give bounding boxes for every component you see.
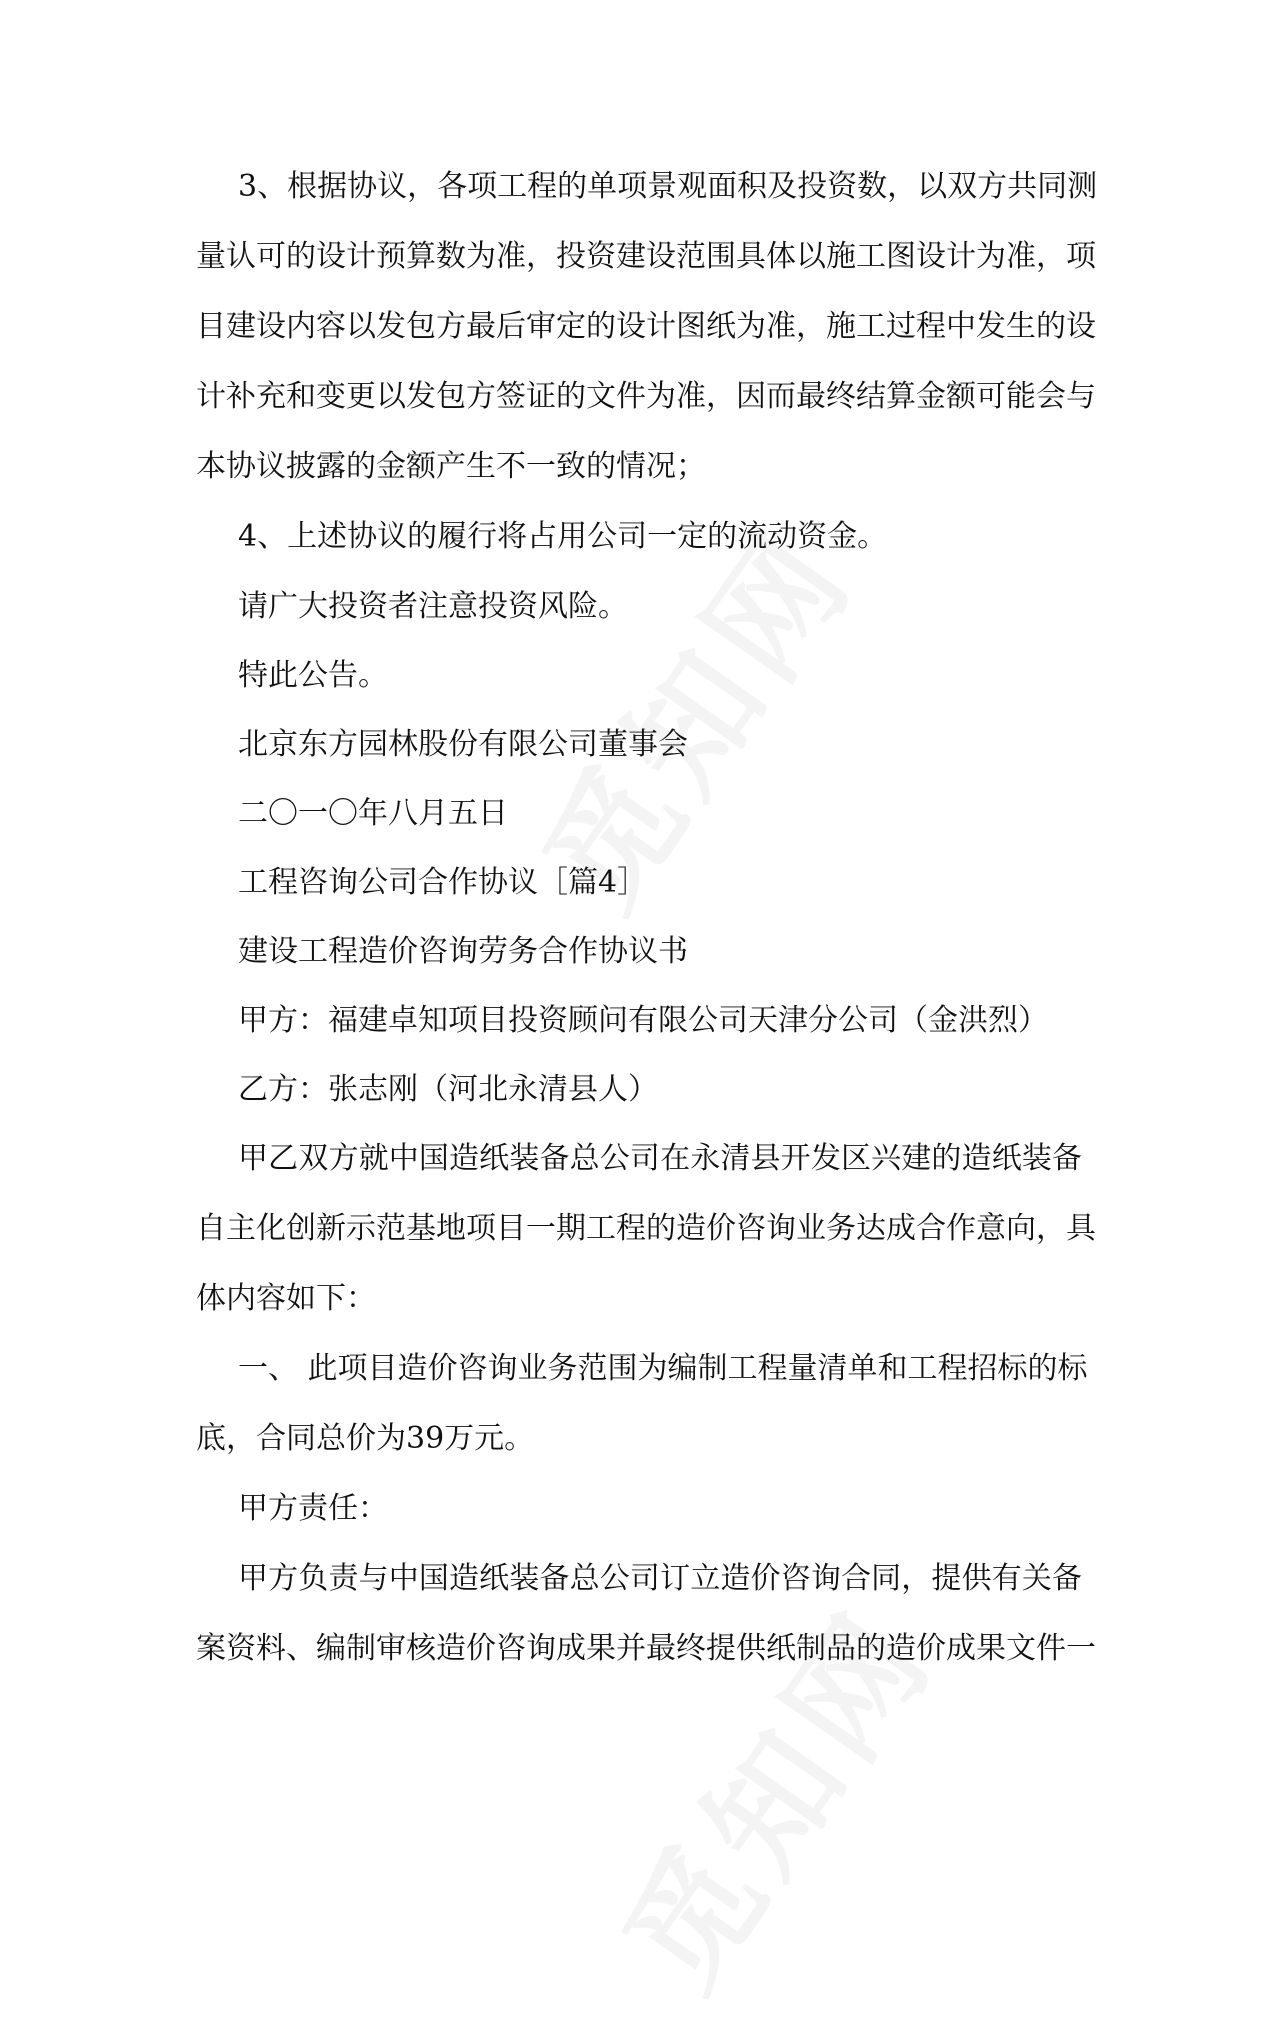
paragraph-line: 计补充和变更以发包方签证的文件为准，因而最终结算金额可能会与 — [196, 379, 1096, 414]
paragraph-line: 目建设内容以发包方最后审定的设计图纸为准，施工过程中发生的设 — [196, 309, 1096, 344]
paragraph-line: 案资料、编制审核造价咨询成果并最终提供纸制品的造价成果文件一 — [196, 1631, 1096, 1666]
paragraph-line: 3、根据协议，各项工程的单项景观面积及投资数，以双方共同测 — [238, 169, 1098, 204]
party-a: 甲方：福建卓知项目投资顾问有限公司天津分公司（金洪烈） — [238, 1003, 1048, 1038]
paragraph-line: 本协议披露的金额产生不一致的情况； — [196, 449, 706, 484]
paragraph-line: 体内容如下： — [196, 1281, 376, 1316]
paragraph-line: 甲乙双方就中国造纸装备总公司在永清县开发区兴建的造纸装备 — [238, 1141, 1082, 1176]
party-b: 乙方：张志刚（河北永清县人） — [238, 1072, 658, 1107]
paragraph-line: 底，合同总价为39万元。 — [196, 1421, 535, 1456]
signature-company: 北京东方园林股份有限公司董事会 — [238, 727, 688, 762]
section-heading: 工程咨询公司合作协议［篇4］ — [238, 865, 648, 900]
paragraph-line: 一、 此项目造价咨询业务范围为编制工程量清单和工程招标的标 — [238, 1351, 1088, 1386]
section-label: 甲方责任： — [238, 1491, 388, 1526]
signature-date: 二〇一〇年八月五日 — [238, 796, 508, 831]
paragraph-line: 特此公告。 — [238, 658, 388, 693]
agreement-title: 建设工程造价咨询劳务合作协议书 — [238, 934, 688, 969]
paragraph-line: 量认可的设计预算数为准，投资建设范围具体以施工图设计为准，项 — [196, 239, 1096, 274]
paragraph-line: 自主化创新示范基地项目一期工程的造价咨询业务达成合作意向，具 — [196, 1211, 1096, 1246]
paragraph-line: 请广大投资者注意投资风险。 — [238, 589, 628, 624]
paragraph-line: 甲方负责与中国造纸装备总公司订立造价咨询合同，提供有关备 — [238, 1561, 1082, 1596]
paragraph-line: 4、上述协议的履行将占用公司一定的流动资金。 — [238, 519, 888, 554]
